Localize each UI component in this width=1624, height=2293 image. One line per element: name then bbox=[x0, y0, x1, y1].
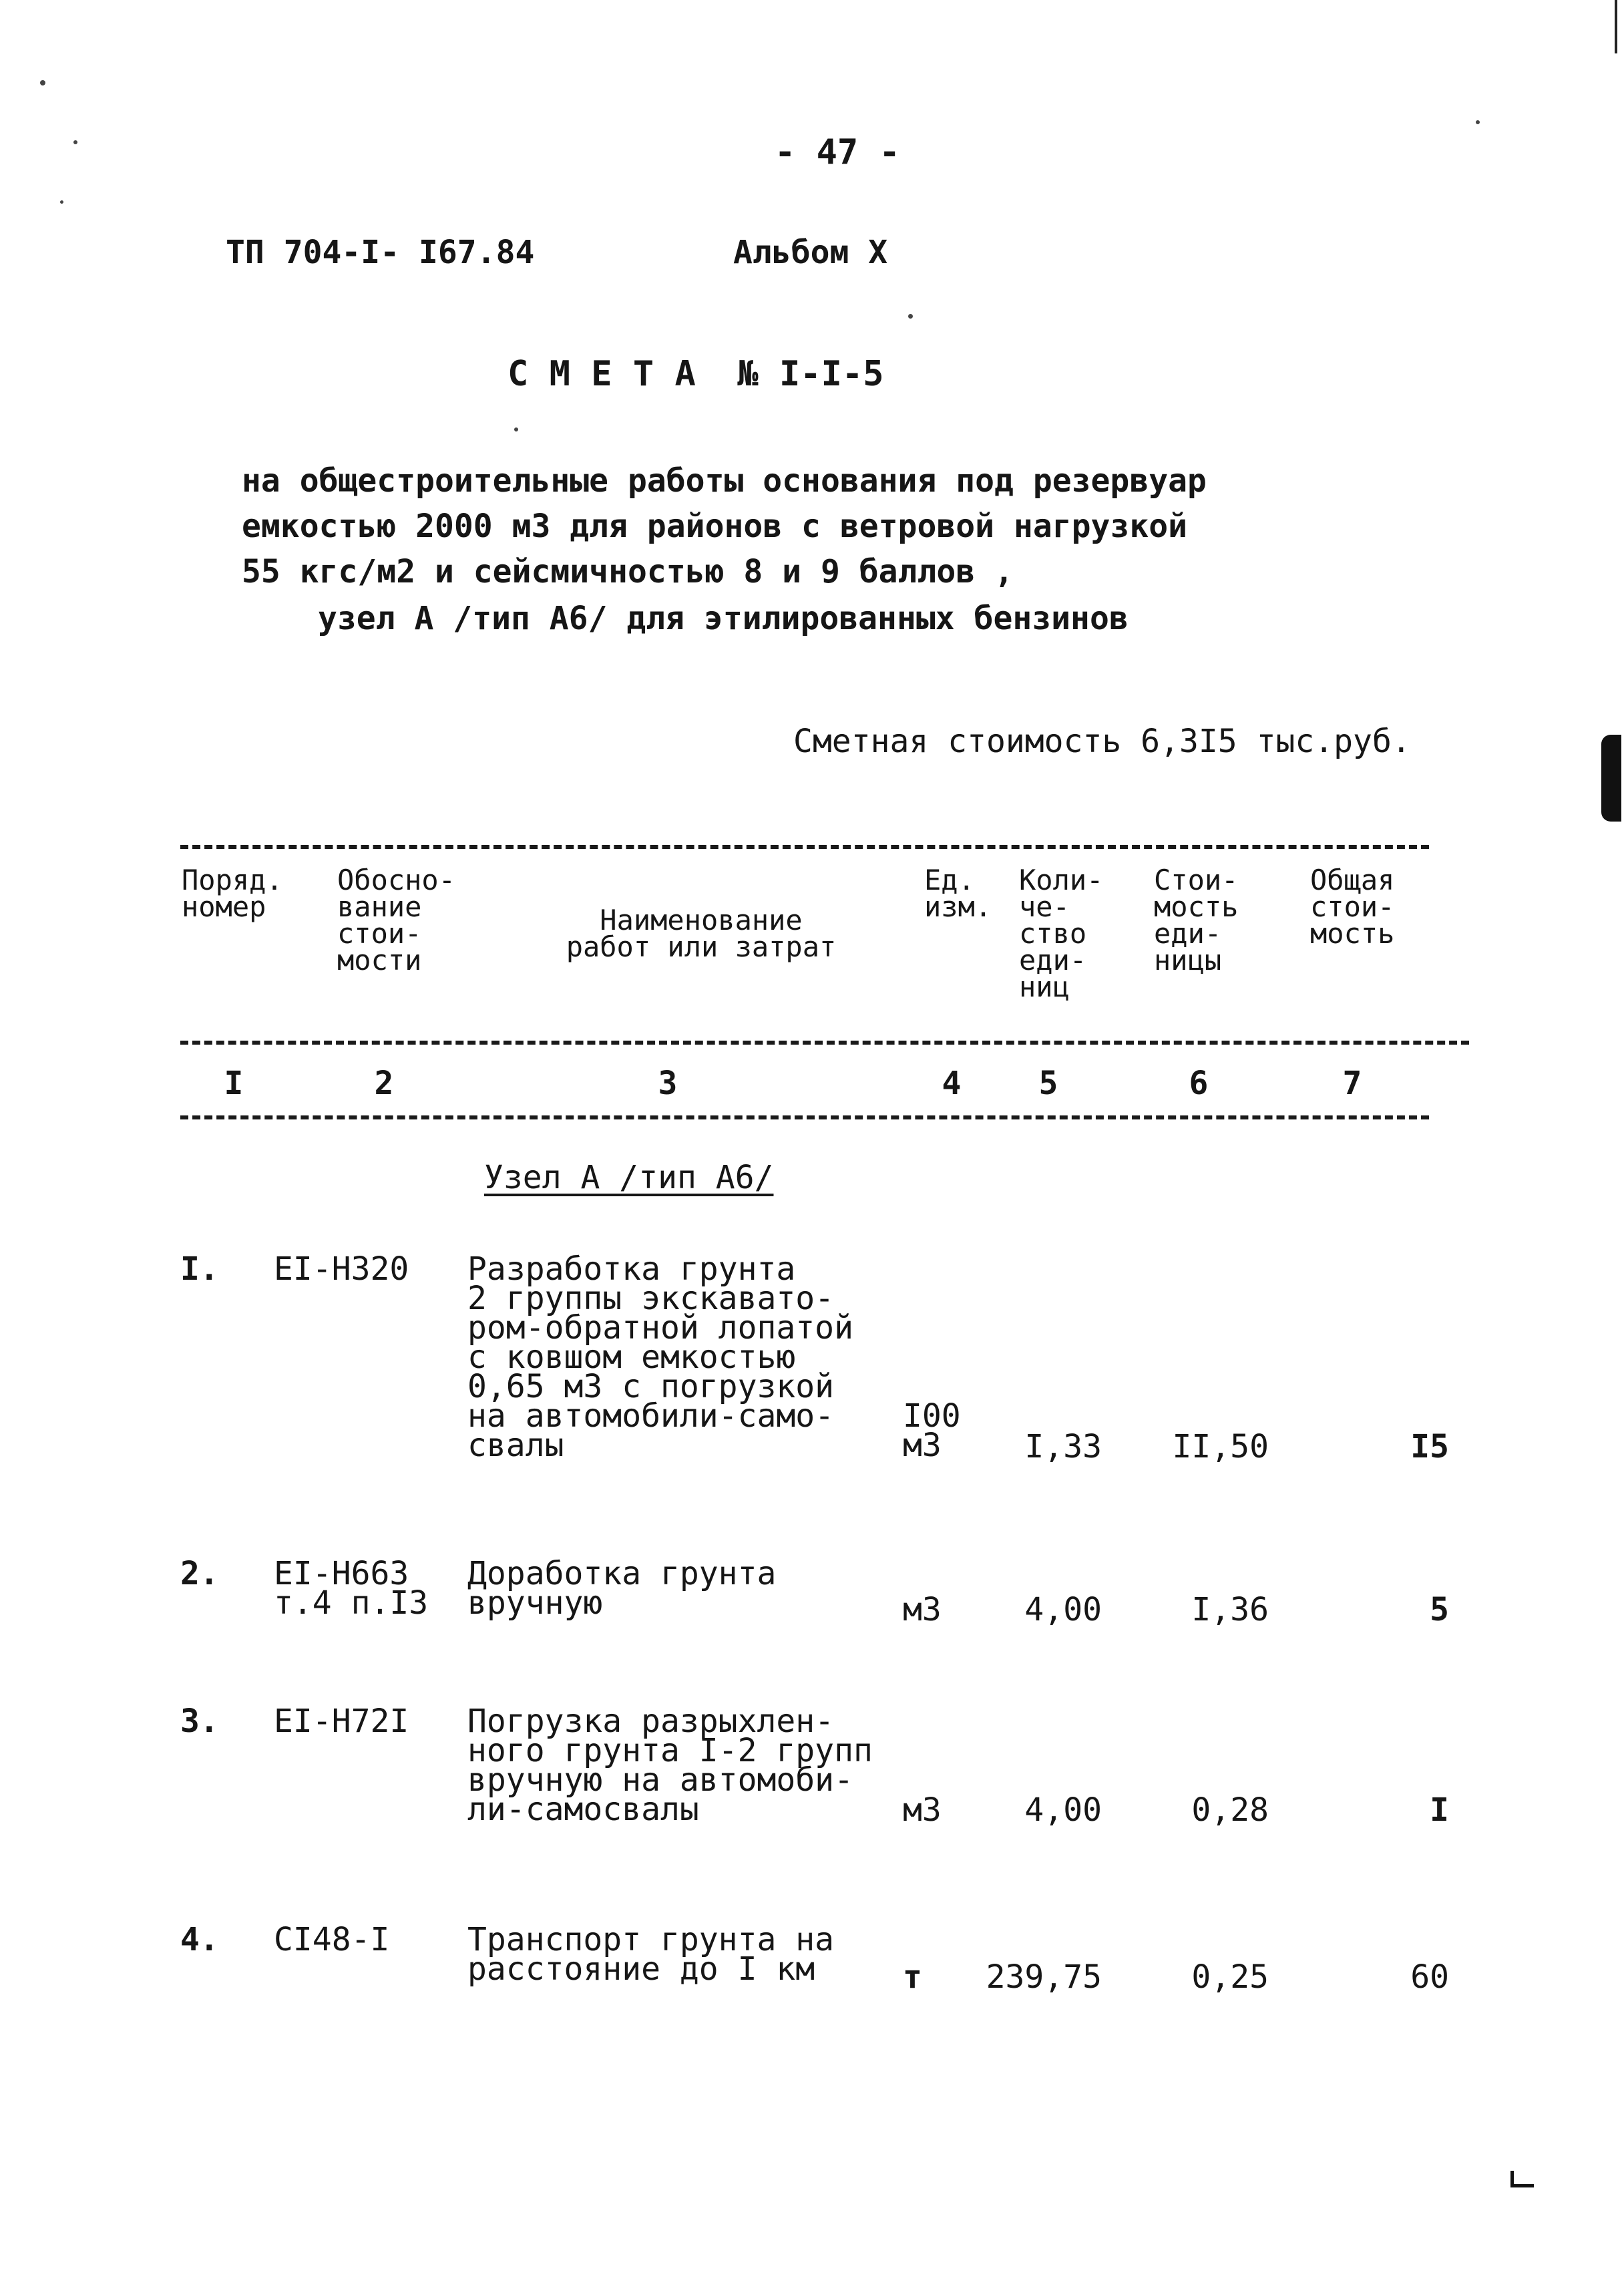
row-number: 2. bbox=[180, 1555, 219, 1592]
binding-mark bbox=[1601, 735, 1621, 822]
description-line-1: на общестроительные работы основания под резервуар bbox=[242, 462, 1207, 500]
row-cost-basis: ЕI-Н663 т.4 п.I3 bbox=[274, 1555, 429, 1622]
column-number: I bbox=[224, 1065, 244, 1102]
row-number: 4. bbox=[180, 1921, 219, 1958]
header-total-cost: Общая стои- мость bbox=[1310, 864, 1395, 950]
section-title: Узел А /тип А6/ bbox=[484, 1159, 774, 1196]
scan-speck bbox=[908, 314, 913, 319]
header-cost-basis: Обосно- вание стои- мости bbox=[337, 864, 456, 977]
corner-mark bbox=[1510, 2171, 1534, 2187]
row-unit-cost: II,50 bbox=[1172, 1428, 1269, 1465]
document-code: ТП 704-I- I67.84 bbox=[226, 234, 535, 271]
estimate-title: С М Е Т А № I-I-5 bbox=[508, 354, 884, 394]
row-cost-basis: ЕI-Н72I bbox=[274, 1703, 409, 1740]
row-unit: м3 bbox=[903, 1591, 942, 1628]
description-line-2: емкостью 2000 м3 для районов с ветровой нагрузкой bbox=[242, 508, 1188, 545]
row-total-cost: I bbox=[1430, 1791, 1449, 1829]
header-unit-cost: Стои- мость еди- ницы bbox=[1154, 864, 1239, 977]
column-number: 6 bbox=[1189, 1065, 1209, 1102]
album-label: Альбом X bbox=[733, 234, 888, 271]
table-header-rule bbox=[180, 1041, 1469, 1045]
estimated-cost: Сметная стоимость 6,3I5 тыс.руб. bbox=[793, 723, 1411, 760]
scan-speck bbox=[73, 140, 77, 144]
description-line-4: узел А /тип А6/ для этилированных бензинов bbox=[318, 600, 1129, 637]
row-cost-basis: ЕI-Н320 bbox=[274, 1250, 409, 1288]
header-work-name: Наименование работ или затрат bbox=[566, 904, 837, 963]
column-number: 7 bbox=[1342, 1065, 1362, 1102]
row-total-cost: I5 bbox=[1410, 1428, 1449, 1465]
column-number: 2 bbox=[374, 1065, 394, 1102]
row-quantity: 4,00 bbox=[1024, 1591, 1102, 1628]
table-column-number-rule bbox=[180, 1115, 1429, 1119]
row-unit-cost: I,36 bbox=[1191, 1591, 1269, 1628]
row-work-name: Погрузка разрыхлен- ного грунта I-2 групп вручную на автомоби- ли-самосвалы bbox=[467, 1703, 873, 1828]
edge-line bbox=[1615, 0, 1617, 53]
row-number: I. bbox=[180, 1250, 219, 1288]
description-line-3: 55 кгс/м2 и сейсмичностью 8 и 9 баллов , bbox=[242, 553, 1014, 590]
header-unit: Ед. изм. bbox=[924, 864, 992, 923]
row-quantity: 4,00 bbox=[1024, 1791, 1102, 1829]
header-order-number: Поряд. номер bbox=[182, 864, 283, 923]
column-number: 4 bbox=[942, 1065, 962, 1102]
row-total-cost: 5 bbox=[1430, 1591, 1449, 1628]
column-number: 3 bbox=[658, 1065, 678, 1102]
row-unit-cost: 0,25 bbox=[1191, 1958, 1269, 1996]
row-quantity: 239,75 bbox=[986, 1958, 1102, 1996]
scan-speck bbox=[1476, 120, 1480, 124]
column-number: 5 bbox=[1038, 1065, 1058, 1102]
scan-speck bbox=[514, 427, 518, 431]
row-unit-cost: 0,28 bbox=[1191, 1791, 1269, 1829]
row-unit: м3 bbox=[903, 1791, 942, 1829]
row-number: 3. bbox=[180, 1703, 219, 1740]
row-work-name: Транспорт грунта на расстояние до I км bbox=[467, 1921, 835, 1988]
row-unit: I00 м3 bbox=[903, 1397, 961, 1464]
row-quantity: I,33 bbox=[1024, 1428, 1102, 1465]
table-top-rule bbox=[180, 845, 1429, 849]
scan-speck bbox=[40, 80, 45, 85]
row-total-cost: 60 bbox=[1410, 1958, 1449, 1996]
row-work-name: Разработка грунта 2 группы экскавато- ром-обратной лопатой с ковшом емкостью 0,65 м3 с погрузкой на автомобили-само- свалы bbox=[467, 1250, 853, 1464]
row-work-name: Доработка грунта вручную bbox=[467, 1555, 777, 1622]
row-unit: т bbox=[903, 1958, 922, 1996]
scan-speck bbox=[60, 200, 63, 204]
row-cost-basis: СI48-I bbox=[274, 1921, 390, 1958]
header-quantity: Коли- че- ство еди- ниц bbox=[1019, 864, 1104, 1003]
page-number: - 47 - bbox=[775, 132, 900, 172]
